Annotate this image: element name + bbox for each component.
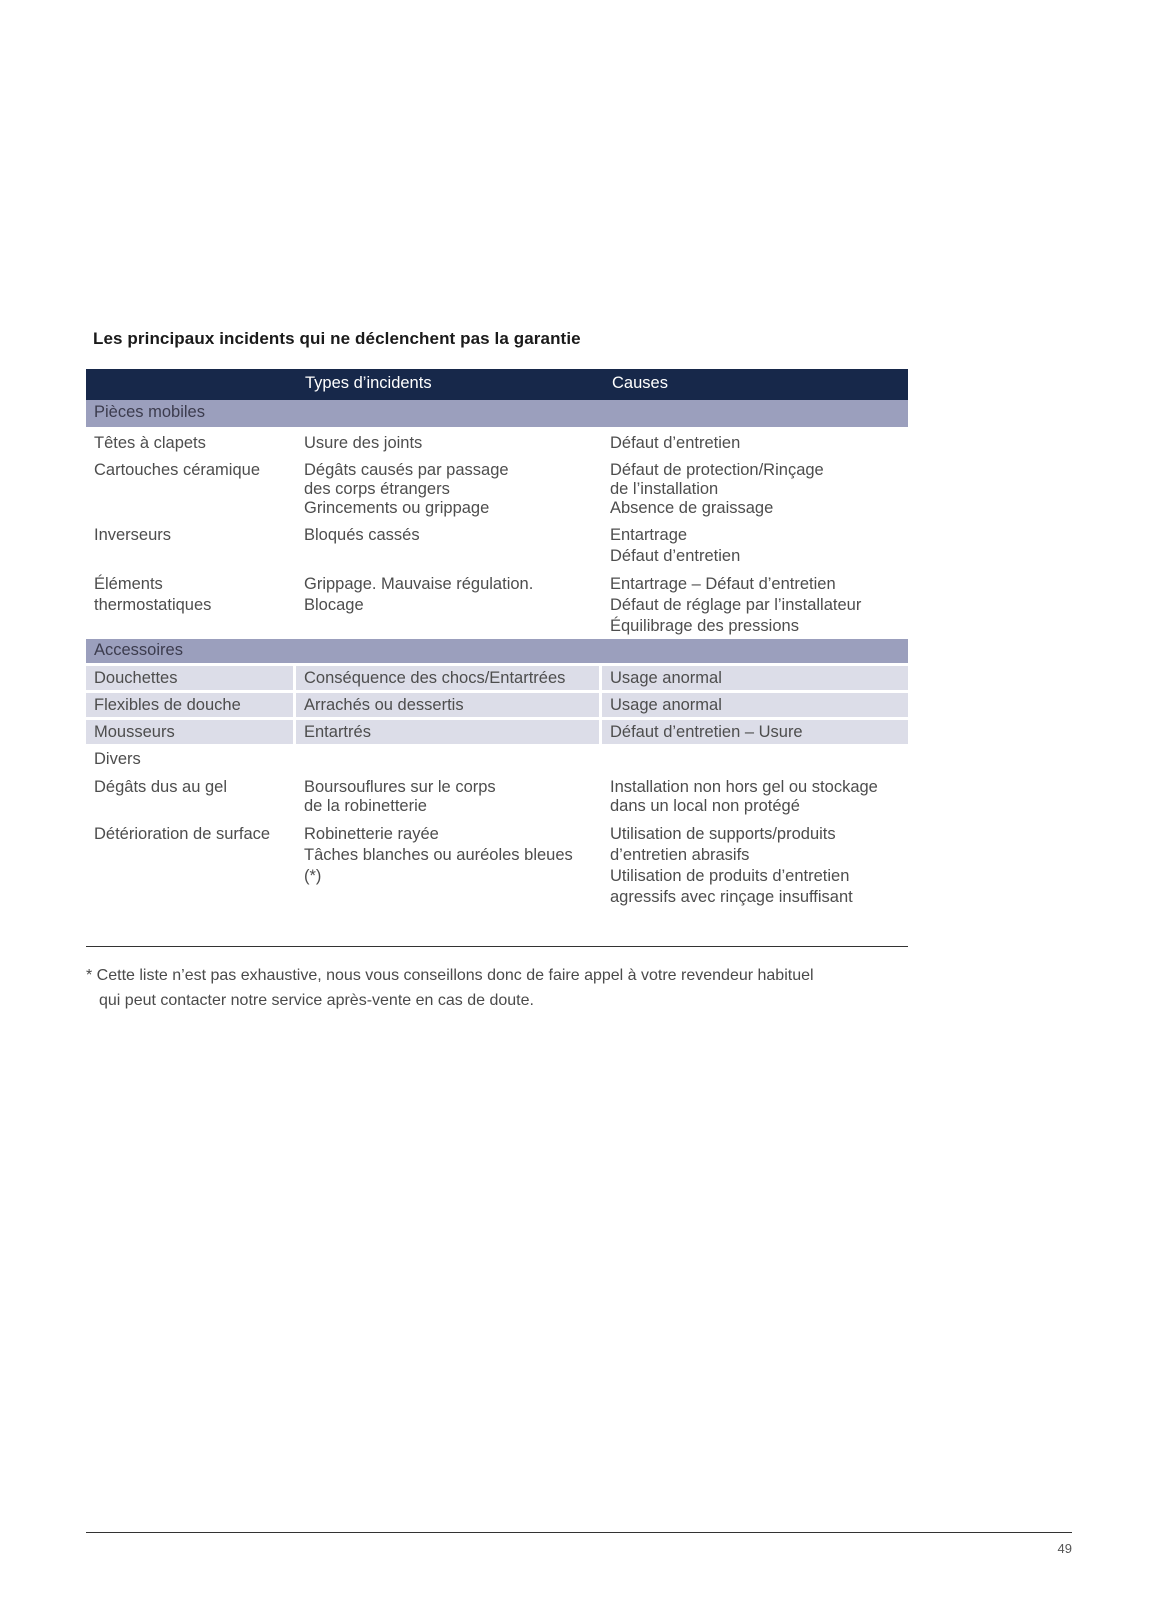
- table-row: [86, 693, 908, 717]
- row-component: Flexibles de douche: [86, 693, 296, 717]
- row-component: Douchettes: [86, 666, 296, 690]
- row-component: Détérioration de surface: [94, 825, 271, 843]
- page-number: 49: [1057, 1541, 1072, 1556]
- row-cause: Défaut de protection/Rinçage de l’installation Absence de graissage: [610, 461, 824, 517]
- row-component: Dégâts dus au gel: [94, 778, 228, 796]
- table-row: [86, 666, 908, 690]
- page-footer-divider: [86, 1532, 1072, 1533]
- section-row-moving-parts: [86, 400, 908, 427]
- row-cause: Utilisation de supports/produits d’entretien abrasifs Utilisation de produits d’entretien agressifs avec rinçage insuffisant: [610, 825, 853, 906]
- row-incident-type: Dégâts causés par passage des corps étrangers Grincements ou grippage: [304, 461, 509, 517]
- row-component: Éléments thermostatiques: [94, 575, 212, 614]
- table-header-row: [86, 369, 908, 400]
- row-cause: Entartrage – Défaut d’entretien Défaut de réglage par l’installateur Équilibrage des pressions: [610, 575, 862, 635]
- row-component: Mousseurs: [86, 720, 296, 744]
- row-incident-type: Bloqués cassés: [304, 526, 420, 544]
- footnote-line-1: * Cette liste n’est pas exhaustive, nous vous conseillons donc de faire appel à votre revendeur habituel: [86, 967, 814, 984]
- warranty-incidents-table: [86, 369, 908, 908]
- row-component: Têtes à clapets: [94, 434, 206, 452]
- table-title: Les principaux incidents qui ne déclenchent pas la garantie: [93, 329, 581, 348]
- footnote-line-2: qui peut contacter notre service après-vente en cas de doute.: [99, 992, 534, 1009]
- row-cause: Usage anormal: [602, 693, 908, 717]
- row-incident-type: Robinetterie rayée Tâches blanches ou auréoles bleues (*): [304, 825, 573, 885]
- row-cause: Défaut d’entretien: [610, 434, 741, 452]
- header-col-incident-types: Types d’incidents: [296, 369, 602, 400]
- row-incident-type: Arrachés ou dessertis: [296, 693, 602, 717]
- table-row: [86, 455, 908, 519]
- row-incident-type: Entartrés: [296, 720, 602, 744]
- section-row-accessories: [86, 639, 908, 663]
- row-cause: Entartrage Défaut d’entretien: [610, 526, 741, 565]
- table-row: [86, 772, 908, 818]
- table-row: [86, 519, 908, 568]
- row-cause: Installation non hors gel ou stockage dans un local non protégé: [610, 778, 878, 815]
- table-row: [86, 818, 908, 908]
- row-component: Cartouches céramique: [94, 461, 260, 479]
- header-col-causes: Causes: [602, 369, 908, 400]
- section-row-miscellaneous: [86, 744, 908, 772]
- row-incident-type: Conséquence des chocs/Entartrées: [296, 666, 602, 690]
- table-row: [86, 568, 908, 636]
- row-incident-type: Boursouflures sur le corps de la robinetterie: [304, 778, 496, 815]
- table-row: [86, 720, 908, 744]
- row-cause: Usage anormal: [602, 666, 908, 690]
- section-label: Accessoires: [94, 641, 183, 659]
- row-component: Inverseurs: [94, 526, 172, 544]
- section-label: Pièces mobiles: [94, 403, 205, 421]
- row-cause: Défaut d’entretien – Usure: [602, 720, 908, 744]
- table-row: [86, 427, 908, 455]
- row-incident-type: Grippage. Mauvaise régulation. Blocage: [304, 575, 534, 614]
- footnote: [86, 963, 814, 1013]
- row-incident-type: Usure des joints: [304, 434, 423, 452]
- table-bottom-divider: [86, 946, 908, 947]
- header-col-component: [86, 369, 296, 400]
- section-label: Divers: [94, 750, 141, 768]
